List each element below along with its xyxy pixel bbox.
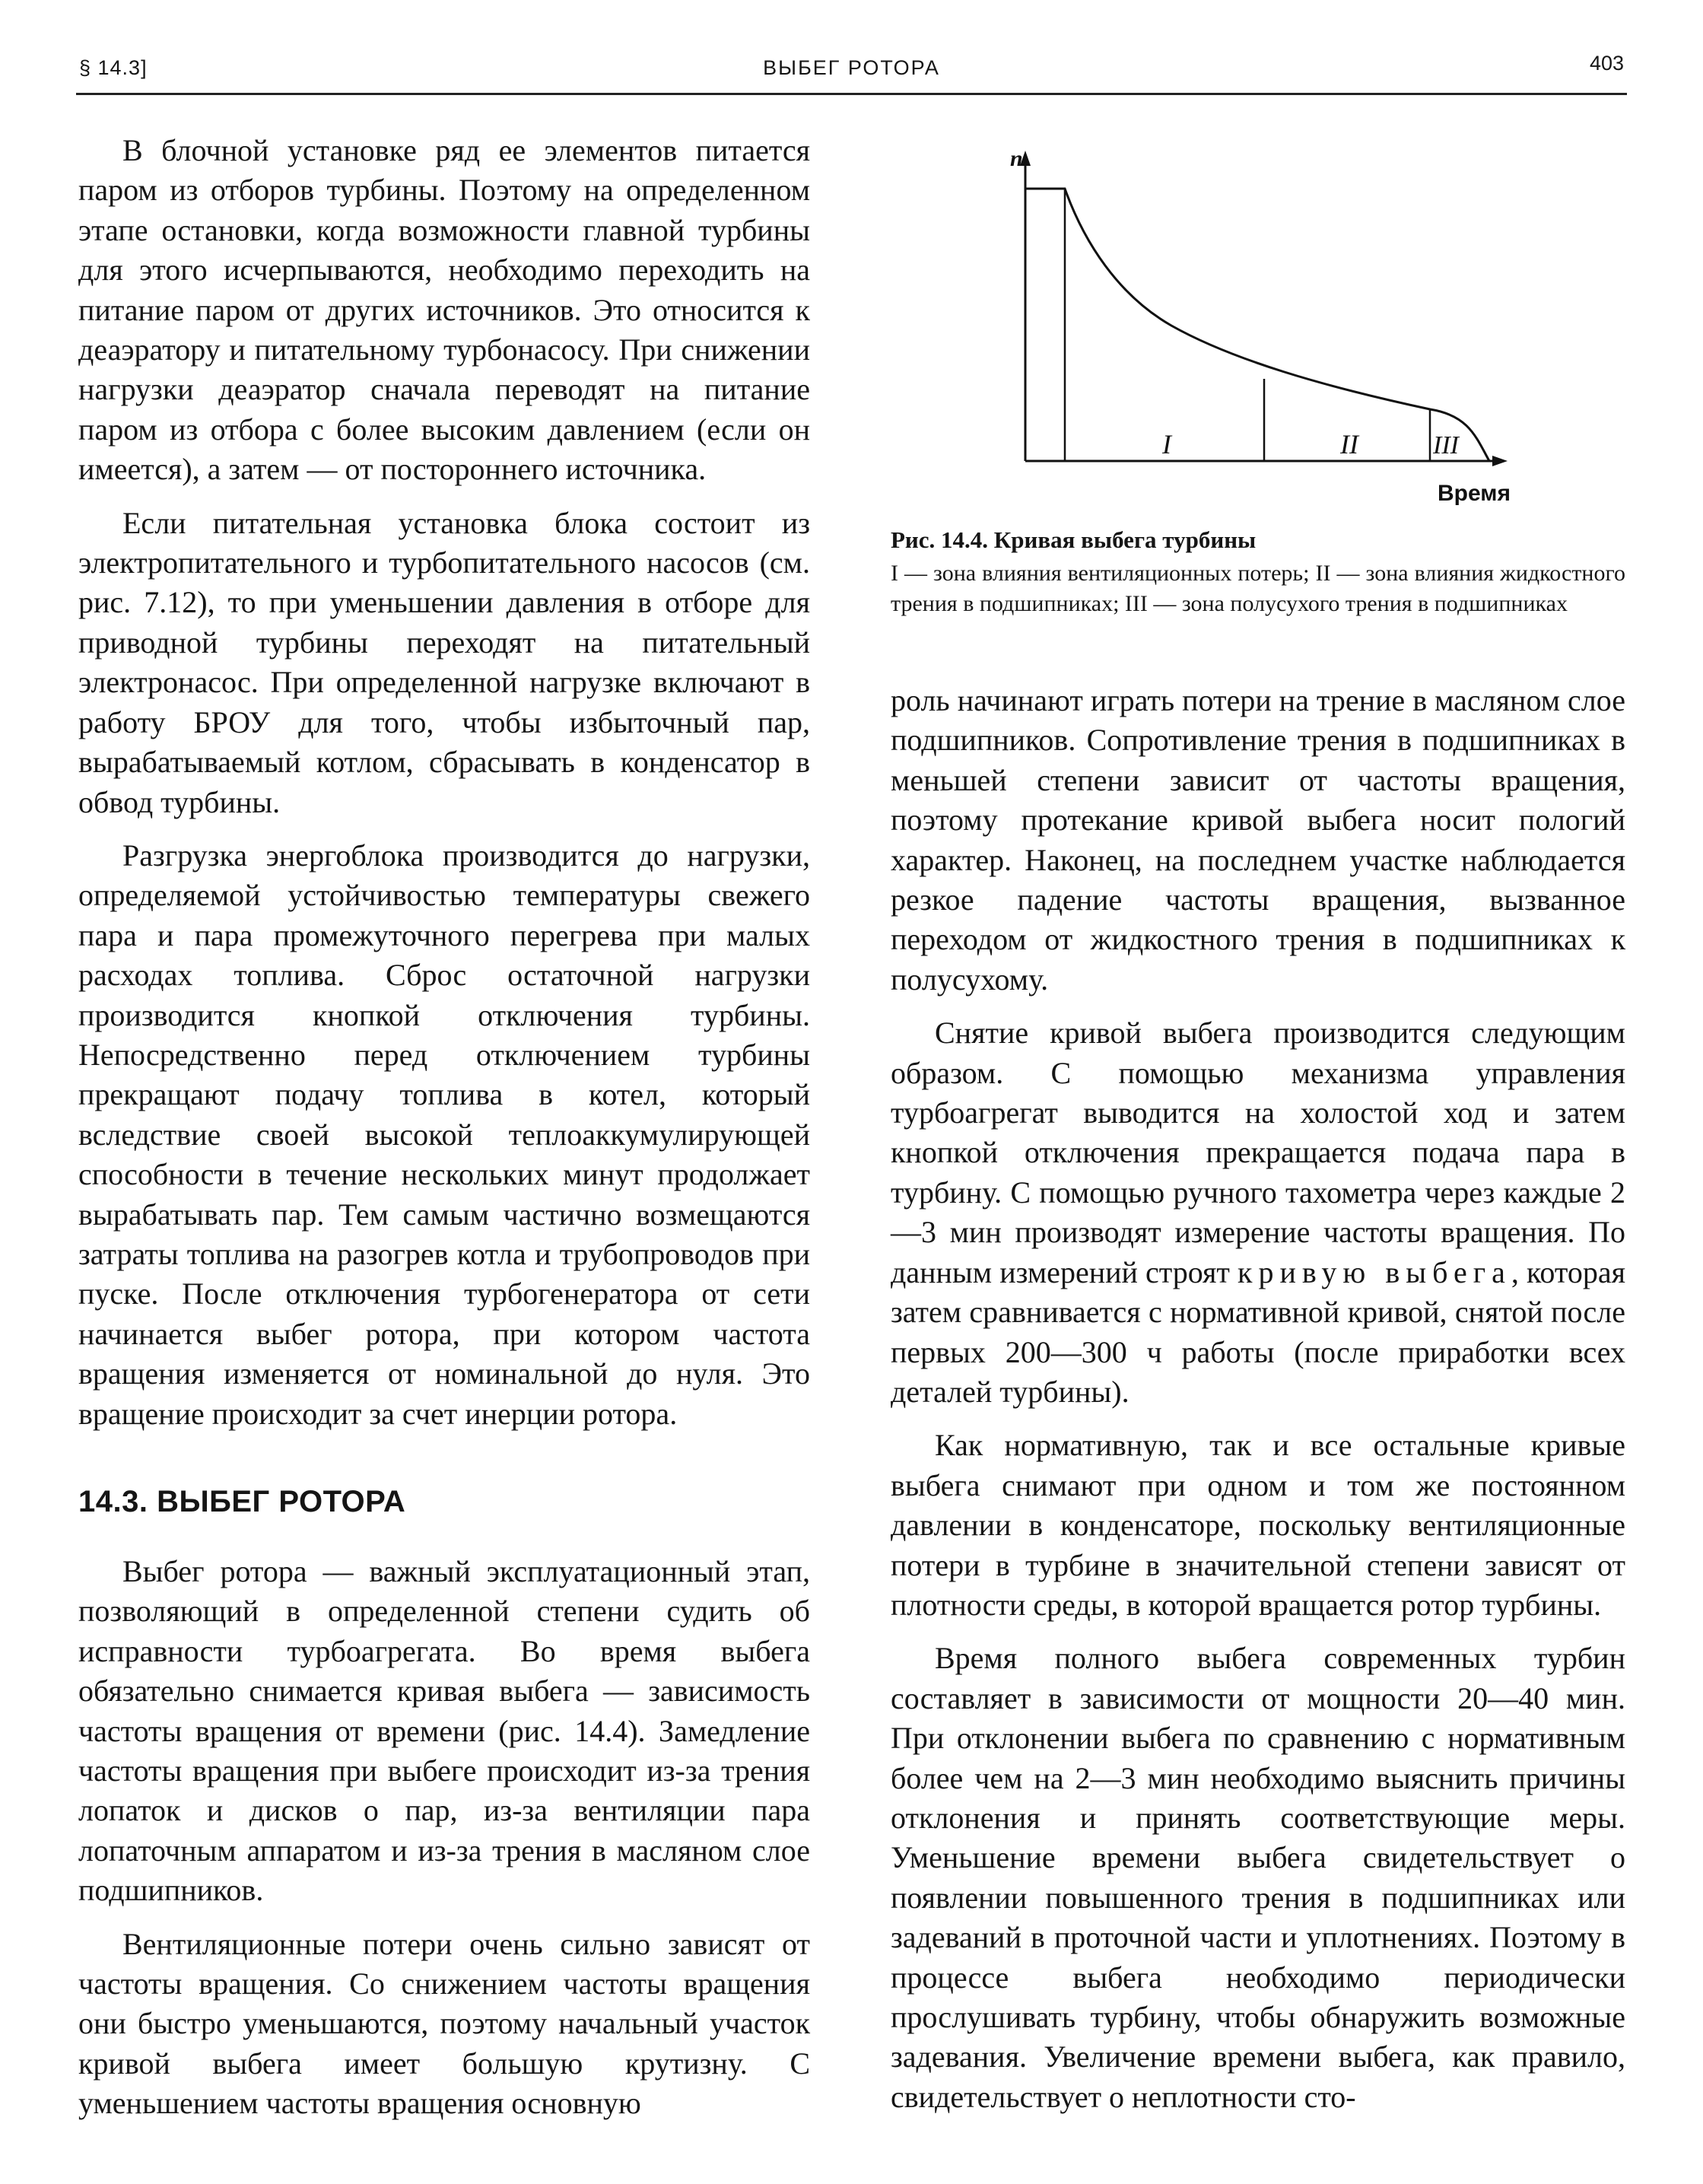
paragraph: Вентиляционные потери очень сильно зависят от частоты вращения. Со снижением частоты вращения они быстро уменьшаются, поэтому начальный участок кривой выбега имеет большую крутизну. С уменьшением частоты вращения основную: [78, 1926, 810, 2121]
zone-label-ii: II: [1340, 429, 1358, 459]
text-run: Снятие кривой выбега производится следующим образом. С помощью механизма управления турбоагрегат выводится на холостой ход и затем кнопкой отключения прекращается подача пара в турбину. С помощью ручного тахометра через каждые 2—3 мин производят измерение частоты вращения. По данным измерений строят: [891, 1016, 1625, 1289]
rundown-curve-figure: [943, 143, 1536, 516]
zone-label-iii: III: [1433, 431, 1459, 459]
left-column-top: [78, 131, 810, 1448]
paragraph: Как нормативную, так и все остальные кривые выбега снимают при одном и том же постоянном давлении в конденсаторе, поскольку вентиляционные потери в турбине в значительной степени зависят от плотности среды, в которой вращается ротор турбины.: [891, 1428, 1625, 1622]
x-axis-label: Время: [1438, 481, 1511, 506]
header-title: ВЫБЕГ РОТОРА: [763, 56, 940, 79]
zone-label-i: I: [1162, 429, 1171, 459]
rundown-curve-chart: [943, 143, 1536, 516]
figure-caption: [891, 525, 1625, 619]
header-section-ref: § 14.3]: [79, 56, 148, 79]
caption-title: Рис. 14.4. Кривая выбега турбины: [891, 526, 1257, 553]
left-column-section: [78, 1552, 810, 2138]
rundown-curve: [1025, 189, 1489, 461]
section-heading: 14.3. ВЫБЕГ РОТОРА: [78, 1485, 406, 1518]
paragraph: В блочной установке ряд ее элементов питается паром из отборов турбины. Поэтому на определенном этапе остановки, когда возможности главной турбины для этого исчерпываются, необходимо переходить на питание паром от других источников. Это относится к деаэратору и питательному турбонасосу. При снижении нагрузки деаэратор сначала переводят на питание паром из отбора с более высоким давлением (если он имеется), а затем — от постороннего источника.: [78, 133, 810, 487]
paragraph: Выбег ротора — важный эксплуатационный этап, позволяющий в определенной степени судить об исправности турбоагрегата. Во время выбега обязательно снимается кривая выбега — зависимость частоты вращения от времени (рис. 14.4). Замедление частоты вращения при выбеге происходит из-за трения лопаток и дисков о пар, из-за вентиляции пара лопаточным аппаратом и из-за трения в масляном слое подшипников.: [78, 1554, 810, 1908]
caption-text: I — зона влияния вентиляционных потерь; II — зона влияния жидкостного трения в подшипниках; III — зона полусухого трения в подшипниках: [891, 561, 1625, 616]
y-axis-label: n: [1010, 146, 1023, 171]
paragraph: Разгрузка энергоблока производится до нагрузки, определяемой устойчивостью температуры свежего пара и пара промежуточного перегрева при малых расходах топлива. Сброс остаточной нагрузки производится кнопкой отключения турбины. Непосредственно перед отключением турбины прекращают подачу топлива в котел, который вследствие своей высокой теплоаккумулирующей способности в течение нескольких минут продолжает вырабатывать пар. Тем самым частично возмещаются затраты топлива на разогрев котла и трубопроводов при пуске. После отключения турбогенератора от сети начинается выбег ротора, при котором частота вращения изменяется от номинальной до нуля. Это вращение происходит за счет инерции ротора.: [78, 838, 810, 1431]
paragraph: роль начинают играть потери на трение в масляном слое подшипников. Сопротивление трения в подшипниках в меньшей степени зависит от частоты вращения, поэтому протекание кривой выбега носит пологий характер. Наконец, на последнем участке наблюдается резкое падение частоты вращения, вызванное переходом от жидкостного трения в подшипниках к полусухому.: [891, 683, 1625, 997]
running-header: [76, 47, 1627, 95]
paragraph: Если питательная установка блока состоит из электропитательного и турбопитательного насосов (см. рис. 7.12), то при уменьшении давления в отборе для приводной турбины переходят на питательный электронасос. При определенной нагрузке включают в работу БРОУ для того, чтобы избыточный пар, вырабатываемый котлом, сбрасывать в конденсатор в обвод турбины.: [78, 505, 810, 819]
x-axis-arrow: [1492, 456, 1508, 466]
right-column: [891, 681, 1625, 2131]
page-number: 403: [1589, 52, 1624, 75]
paragraph: [891, 1013, 1625, 1412]
emphasis-term: кривую выбега: [1238, 1254, 1511, 1289]
paragraph: Время полного выбега современных турбин составляет в зависимости от мощности 20—40 мин. При отклонении выбега по сравнению с нормативным более чем на 2—3 мин необходимо выяснить причины отклонения и принять соответствующие меры. Уменьшение времени выбега свидетельствует о появлении повышенного трения в подшипниках или задеваний в проточной части и уплотнениях. Поэтому в процессе выбега необходимо периодически прослушивать турбину, чтобы обнаружить возможные задевания. Увеличение времени выбега, как правило, свидетельствует о неплотности сто-: [891, 1641, 1625, 2114]
text-run: , которая затем сравнивается с нормативной кривой, снятой после первых 200—300 ч работы (после приработки всех деталей турбины).: [891, 1254, 1625, 1409]
